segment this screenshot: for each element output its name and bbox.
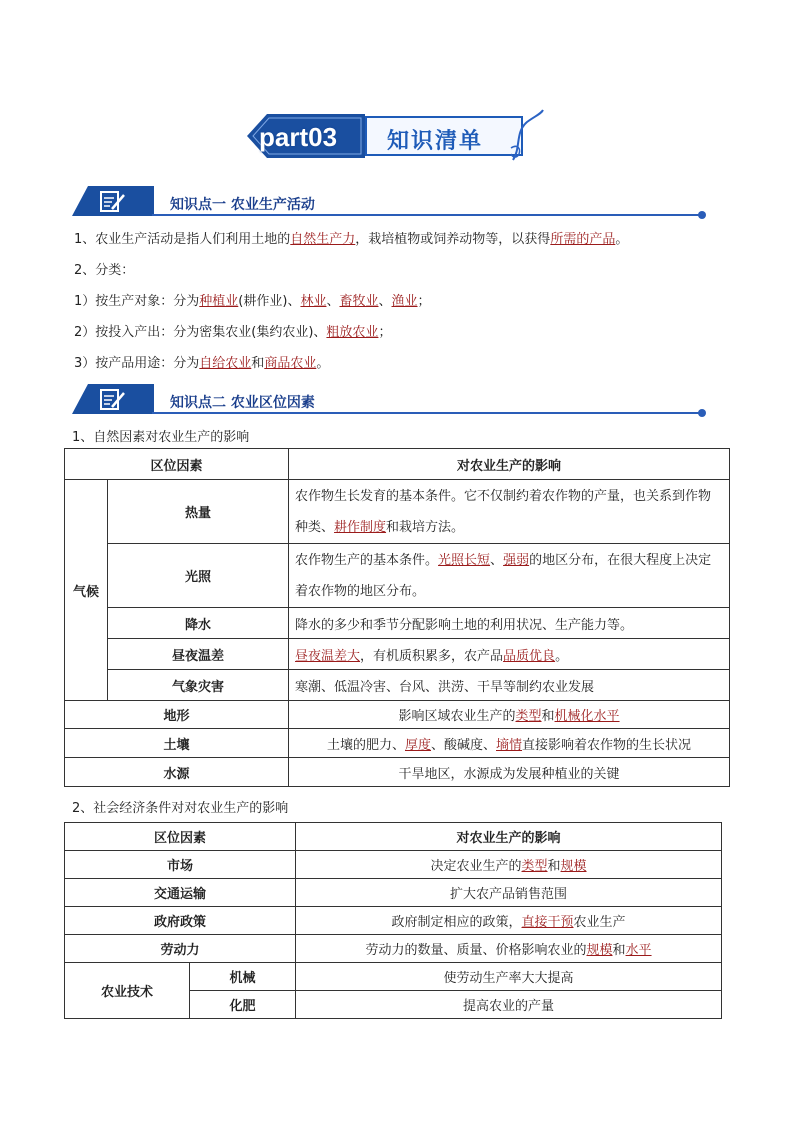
table-row <box>65 729 730 758</box>
effect-cell: 提高农业的产量 <box>296 991 722 1019</box>
table-header-row <box>65 449 730 480</box>
section-divider <box>152 214 704 216</box>
key-term: 所需的产品 <box>550 232 616 247</box>
effect-cell: 昼夜温差大，有机质积累多，农产品品质优良。 <box>289 639 730 670</box>
effect-cell: 使劳动生产率大大提高 <box>296 963 722 991</box>
table-row <box>65 963 722 991</box>
effect-cell: 政府制定相应的政策，直接干预农业生产 <box>296 907 722 935</box>
climate-label: 气候 <box>65 480 108 701</box>
effect-cell: 干旱地区，水源成为发展种植业的关键 <box>289 758 730 787</box>
table2-caption: 2、社会经济条件对对农业生产的影响 <box>72 801 289 816</box>
effect-cell: 劳动力的数量、质量、价格影响农业的规模和水平 <box>296 935 722 963</box>
table-row <box>65 851 722 879</box>
table-header-row <box>65 823 722 851</box>
paragraph-line-1: 1、农业生产活动是指人们利用土地的自然生产力，栽培植物或饲养动物等，以获得所需的产品。 <box>74 232 629 247</box>
effect-cell: 决定农业生产的类型和规模 <box>296 851 722 879</box>
table-row <box>65 608 730 639</box>
section-title-2: 知识点二 农业区位因素 <box>170 395 315 411</box>
socioeconomic-factors-table <box>64 822 722 1019</box>
factor-cell: 化肥 <box>190 991 296 1019</box>
factor-cell: 市场 <box>65 851 296 879</box>
factor-cell: 水源 <box>65 758 289 787</box>
effect-cell: 农作物生产的基本条件。光照长短、强弱的地区分布，在很大程度上决定着农作物的地区分布。 <box>289 544 730 608</box>
key-term: 自然生产力 <box>290 232 356 247</box>
paragraph-line-5: 3）按产品用途：分为自给农业和商品农业。 <box>74 356 330 371</box>
factor-cell: 劳动力 <box>65 935 296 963</box>
table-row <box>65 879 722 907</box>
table-row <box>65 701 730 729</box>
part-banner <box>245 108 545 162</box>
section-title-1: 知识点一 农业生产活动 <box>170 197 315 213</box>
tech-label: 农业技术 <box>65 963 190 1019</box>
notepad-icon <box>98 387 126 411</box>
effect-cell: 农作物生长发育的基本条件。它不仅制约着农作物的产量，也关系到作物种类、耕作制度和栽培方法。 <box>289 480 730 544</box>
section-header-2 <box>72 384 704 416</box>
paragraph-line-3: 1）按生产对象：分为种植业(耕作业)、林业、畜牧业、渔业； <box>74 294 431 309</box>
key-term: 自给农业 <box>199 356 252 371</box>
header-cell: 对农业生产的影响 <box>289 449 730 480</box>
factor-cell: 降水 <box>108 608 289 639</box>
key-term: 粗放农业 <box>326 325 379 340</box>
factor-cell: 气象灾害 <box>108 670 289 701</box>
effect-cell: 影响区域农业生产的类型和机械化水平 <box>289 701 730 729</box>
section-header-1 <box>72 186 704 218</box>
title-box <box>365 116 523 156</box>
factor-cell: 土壤 <box>65 729 289 758</box>
factor-cell: 热量 <box>108 480 289 544</box>
table-row <box>65 480 730 544</box>
key-term: 种植业 <box>199 294 239 309</box>
key-term: 商品农业 <box>264 356 317 371</box>
effect-cell: 扩大农产品销售范围 <box>296 879 722 907</box>
table-row <box>65 639 730 670</box>
factor-cell: 政府政策 <box>65 907 296 935</box>
table-row <box>65 758 730 787</box>
table1-caption: 1、自然因素对农业生产的影响 <box>72 430 250 445</box>
part-label: part03 <box>259 122 338 152</box>
key-term: 渔业 <box>391 294 418 309</box>
header-cell: 区位因素 <box>65 823 296 851</box>
factor-cell: 机械 <box>190 963 296 991</box>
banner-title: 知识清单 <box>387 129 484 154</box>
factor-cell: 昼夜温差 <box>108 639 289 670</box>
factor-cell: 光照 <box>108 544 289 608</box>
paragraph-line-2: 2、分类： <box>74 263 135 278</box>
key-term: 林业 <box>300 294 327 309</box>
factor-cell: 地形 <box>65 701 289 729</box>
table-row <box>65 670 730 701</box>
scroll-icon <box>507 108 547 162</box>
effect-cell: 降水的多少和季节分配影响土地的利用状况、生产能力等。 <box>289 608 730 639</box>
table-row <box>65 544 730 608</box>
notepad-icon <box>98 189 126 213</box>
key-term: 畜牧业 <box>339 294 379 309</box>
factor-cell: 交通运输 <box>65 879 296 907</box>
table-row <box>65 907 722 935</box>
header-cell: 对农业生产的影响 <box>296 823 722 851</box>
section-divider <box>152 412 704 414</box>
effect-cell: 寒潮、低温冷害、台风、洪涝、干旱等制约农业发展 <box>289 670 730 701</box>
effect-cell: 土壤的肥力、厚度、酸碱度、墒情直接影响着农作物的生长状况 <box>289 729 730 758</box>
natural-factors-table <box>64 448 730 787</box>
section-divider-dot <box>698 211 706 219</box>
table-row <box>65 935 722 963</box>
paragraph-line-4: 2）按投入产出：分为密集农业(集约农业)、粗放农业； <box>74 325 392 340</box>
header-cell: 区位因素 <box>65 449 289 480</box>
section-divider-dot <box>698 409 706 417</box>
